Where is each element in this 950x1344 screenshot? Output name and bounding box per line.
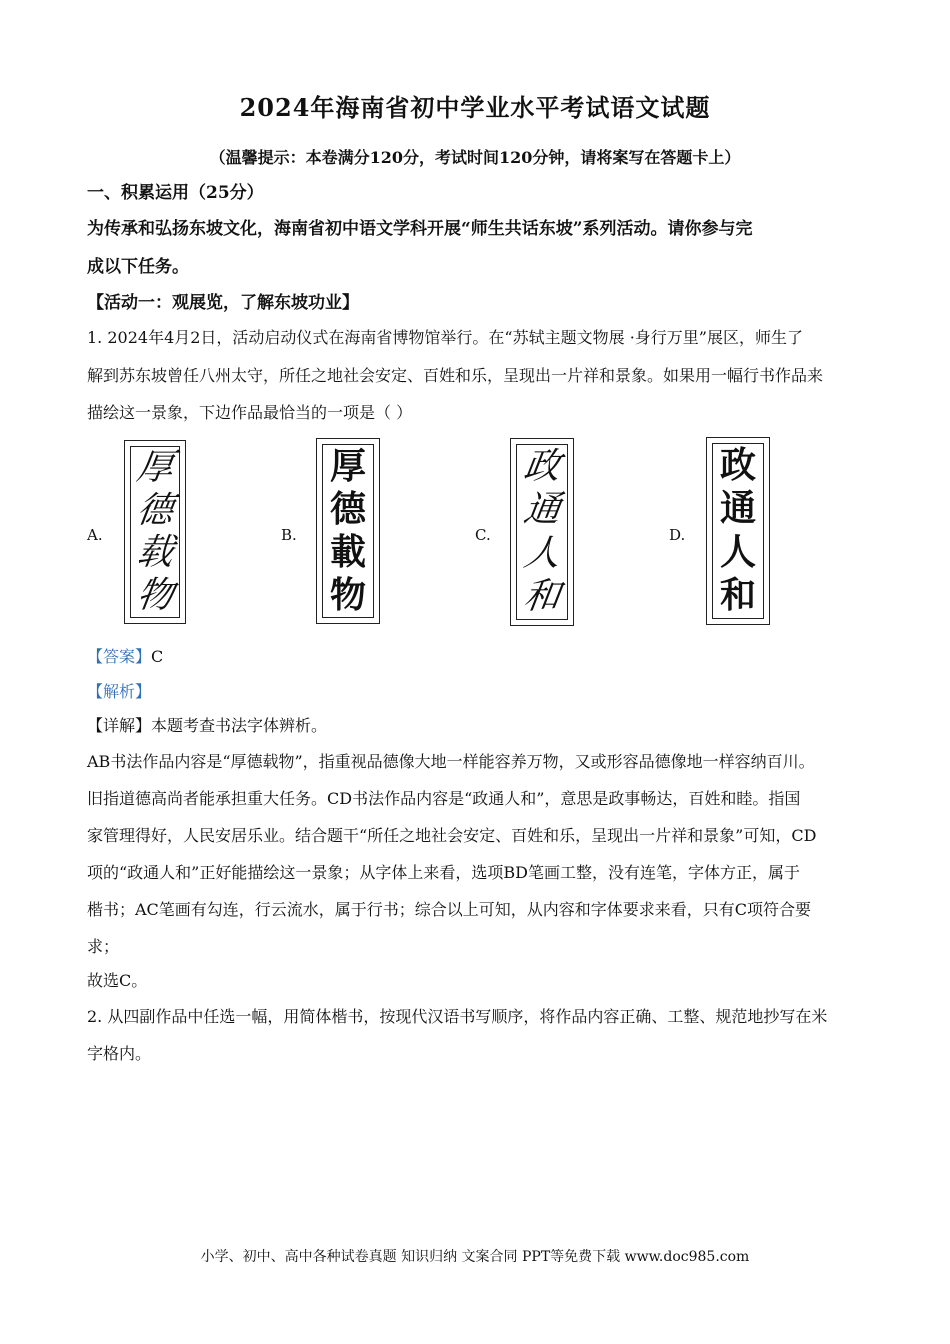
option-b-label: B. <box>281 526 297 544</box>
calligraphy-char: 政 <box>719 444 756 486</box>
question-1-line-1: 1. 2024年4月2日，活动启动仪式在海南省博物馆举行。在“苏轼主题文物展 ·身行万里”展区，师生了 <box>87 328 803 347</box>
calligraphy-char: 德 <box>329 488 366 530</box>
calligraphy-char: 載 <box>329 531 366 573</box>
detail-line: 【详解】本题考查书法字体辨析。 <box>87 716 328 735</box>
calligraphy-char: 德 <box>134 489 176 531</box>
explain-line: 求； <box>87 937 120 956</box>
option-c-label: C. <box>475 526 491 544</box>
calligraphy-char: 厚 <box>134 447 176 489</box>
answer-row <box>87 647 867 667</box>
question-2-line-1: 2. 从四副作品中任选一幅，用简体楷书，按现代汉语书写顺序，将作品内容正确、工整、规范地抄写在米 <box>87 1007 828 1026</box>
page-footer: 小学、初中、高中各种试卷真题 知识归纳 文案合同 PPT等免费下载 www.doc985.com <box>200 1249 750 1265</box>
intro-line-2: 成以下任务。 <box>87 257 189 277</box>
explain-line: 项的“政通人和”正好能描绘这一景象；从字体上来看，选项BD笔画工整，没有连笔，字体方正，属于 <box>87 863 800 882</box>
section-heading: 一、积累运用（25分） <box>87 183 264 203</box>
calligraphy-char: 通 <box>719 488 756 530</box>
answer-value: C <box>151 647 164 666</box>
question-1-line-2: 解到苏东坡曾任八州太守，所任之地社会安定、百姓和乐，呈现出一片祥和景象。如果用一幅行书作品来 <box>87 366 824 385</box>
option-d-label: D. <box>669 526 686 544</box>
question-1-line-3: 描绘这一景象，下边作品最恰当的一项是（ ） <box>87 403 413 422</box>
activity-heading: 【活动一：观展览，了解东坡功业】 <box>87 293 359 313</box>
explain-line: 故选C。 <box>87 971 148 990</box>
calligraphy-option-b <box>316 438 380 624</box>
calligraphy-char: 和 <box>719 575 756 617</box>
answer-tag: 【答案】 <box>87 647 152 666</box>
explain-line: 旧指道德高尚者能承担重大任务。CD书法作品内容是“政通人和”，意思是政事畅达，百姓和睦。指国 <box>87 789 801 808</box>
calligraphy-char: 政 <box>521 445 563 487</box>
calligraphy-char: 人 <box>719 531 756 573</box>
question-2-line-2: 字格内。 <box>87 1044 152 1063</box>
calligraphy-char: 物 <box>134 574 176 616</box>
calligraphy-char: 载 <box>134 532 176 574</box>
intro-line-1: 为传承和弘扬东坡文化，海南省初中语文学科开展“师生共话东坡”系列活动。请你参与完 <box>87 219 753 239</box>
explain-line: AB书法作品内容是“厚德载物”，指重视品德像大地一样能容养万物，又或形容品德像地一样容纳百川。 <box>87 752 815 771</box>
explain-line: 楷书；AC笔画有勾连，行云流水，属于行书；综合以上可知，从内容和字体要求来看，只有C项符合要 <box>87 900 812 919</box>
calligraphy-option-c <box>510 438 574 626</box>
calligraphy-char: 物 <box>329 574 366 616</box>
calligraphy-char: 厚 <box>329 445 366 487</box>
page-title: 2024年海南省初中学业水平考试语文试题 <box>239 93 711 122</box>
explain-line: 家管理得好，人民安居乐业。结合题干“所任之地社会安定、百姓和乐，呈现出一片祥和景象”可知，CD <box>87 826 817 845</box>
calligraphy-option-a <box>124 440 186 624</box>
analysis-tag: 【解析】 <box>87 682 152 701</box>
calligraphy-char: 和 <box>521 576 563 618</box>
calligraphy-option-d <box>706 437 770 625</box>
calligraphy-char: 人 <box>521 532 563 574</box>
option-a-label: A. <box>87 526 103 544</box>
exam-tip: （温馨提示：本卷满分120分，考试时间120分钟，请将案写在答题卡上） <box>209 148 741 167</box>
calligraphy-char: 通 <box>521 489 563 531</box>
